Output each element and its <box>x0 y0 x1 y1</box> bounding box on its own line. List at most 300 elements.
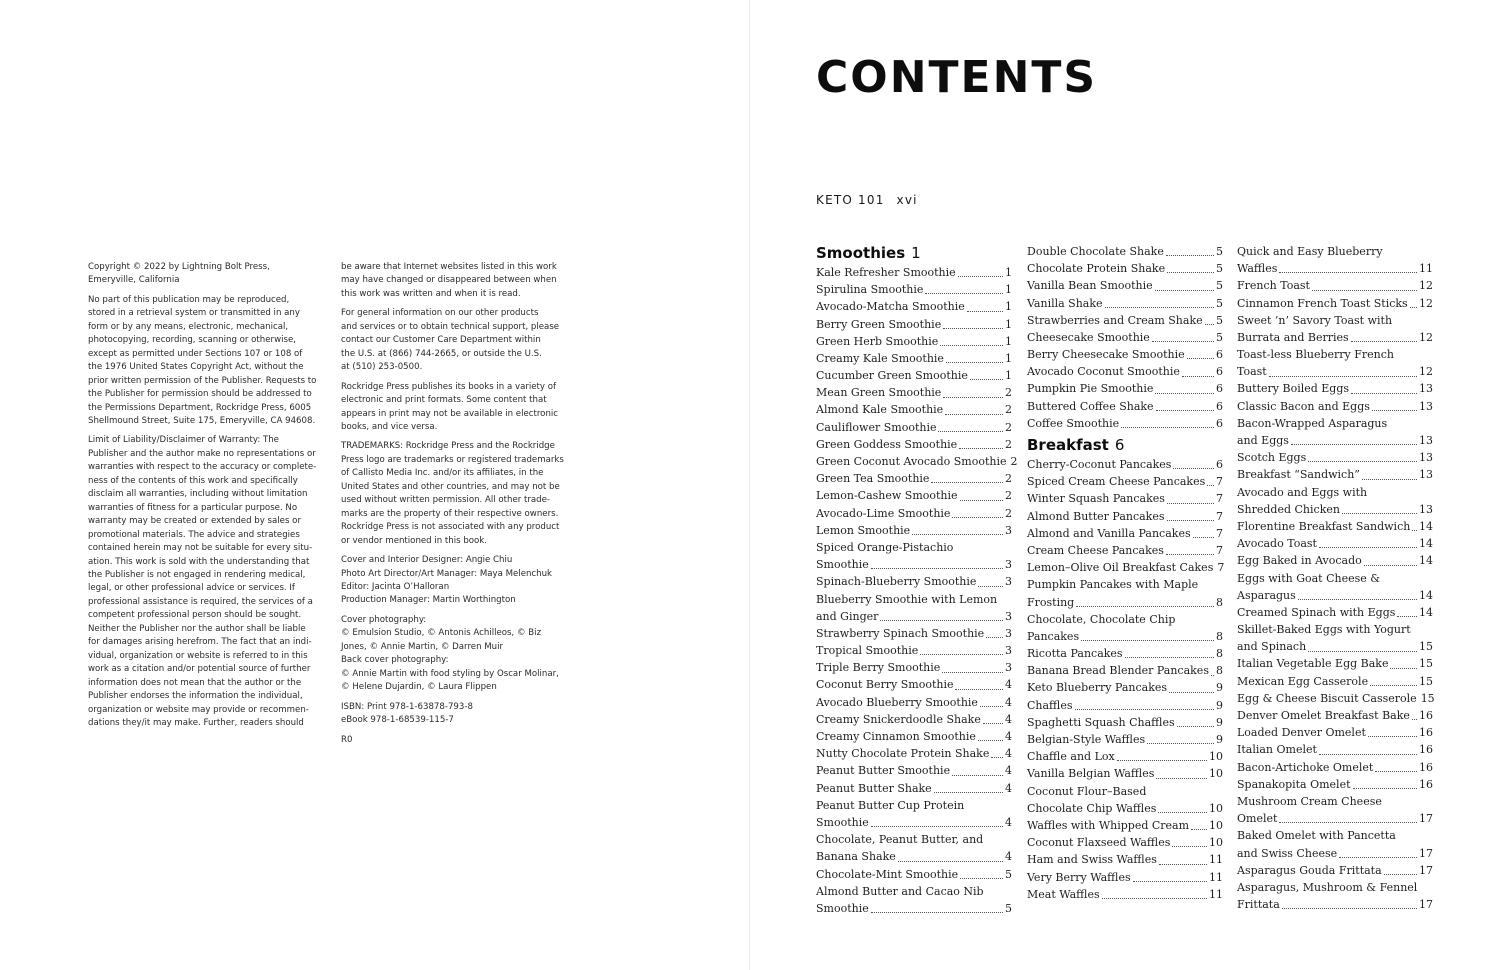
toc-entry-row <box>1027 508 1223 525</box>
toc-entry-label-line: Chocolate, Peanut Butter, and <box>816 833 984 847</box>
toc-entry-label: Winter Squash Pancakes <box>1027 492 1165 506</box>
toc-entry[interactable] <box>1027 508 1223 525</box>
toc-dot-leader <box>1156 778 1207 779</box>
toc-entry-row <box>816 642 1012 659</box>
toc-entry-row <box>1027 243 1223 260</box>
toc-entry-row <box>816 505 1012 522</box>
toc-entry[interactable] <box>1027 834 1223 851</box>
toc-entry-row <box>1237 862 1433 879</box>
toc-entry[interactable] <box>1027 456 1223 473</box>
toc-entry[interactable] <box>1027 611 1223 645</box>
toc-entry-page: 17 <box>1419 898 1433 912</box>
toc-entry-label: Buttered Coffee Shake <box>1027 399 1154 413</box>
toc-entry[interactable] <box>1237 690 1433 707</box>
toc-entry-row <box>816 436 1012 453</box>
toc-entry[interactable] <box>1237 879 1433 913</box>
toc-entry-row <box>1027 260 1223 277</box>
toc-entry-row <box>1237 741 1433 758</box>
toc-dot-leader <box>1167 520 1215 521</box>
toc-entry[interactable] <box>1027 260 1223 277</box>
toc-entry[interactable] <box>816 470 1012 487</box>
toc-entry-row <box>1027 473 1223 490</box>
toc-entry[interactable] <box>1027 714 1223 731</box>
toc-dot-leader <box>1291 444 1417 445</box>
toc-entry[interactable] <box>1237 398 1433 415</box>
toc-entry[interactable] <box>816 866 1012 883</box>
toc-entry-row <box>816 573 1012 590</box>
toc-entry[interactable] <box>1237 277 1433 294</box>
toc-dot-leader <box>1412 530 1417 531</box>
toc-entry[interactable] <box>1027 645 1223 662</box>
toc-dot-leader <box>1372 410 1417 411</box>
toc-entry-row <box>1027 680 1223 697</box>
copyright-paragraph: TRADEMARKS: Rockridge Press and the Rockridge Press logo are trademarks or registered trademarks of Callisto Media Inc. and/or its affiliates, in the United States and other countries, and may not be used without written permission. All other trade- marks are the property of their respective owners. Rockridge Press is not associated with any product or vendor mentioned in this book. <box>341 441 564 546</box>
toc-entry-row <box>1237 604 1433 621</box>
toc-entry[interactable] <box>816 367 1012 384</box>
toc-entry-row <box>816 384 1012 401</box>
toc-entry-label: and Swiss Cheese <box>1237 846 1338 860</box>
toc-entry-row <box>1237 673 1433 690</box>
toc-entry[interactable] <box>1237 776 1433 793</box>
toc-entry[interactable] <box>1027 295 1223 312</box>
toc-entry[interactable] <box>1237 312 1433 346</box>
toc-dot-leader <box>1105 307 1214 308</box>
toc-entry-page: 10 <box>1209 836 1223 850</box>
toc-dot-leader <box>946 362 1003 363</box>
toc-dot-leader <box>978 586 1003 587</box>
toc-entry-row <box>816 608 1012 625</box>
toc-entry[interactable] <box>816 573 1012 590</box>
toc-entry[interactable] <box>816 831 1012 865</box>
toc-dot-leader <box>943 328 1003 329</box>
toc-entry[interactable] <box>1027 886 1223 903</box>
toc-entry[interactable] <box>1237 466 1433 483</box>
toc-entry[interactable] <box>1027 398 1223 415</box>
toc-entry[interactable] <box>1027 576 1223 610</box>
toc-dot-leader <box>1081 640 1214 641</box>
toc-entry[interactable] <box>816 522 1012 539</box>
toc-entry-row <box>1237 398 1433 415</box>
copyright-paragraph: ISBN: Print 978-1-63878-793-8 eBook 978-1-68539-115-7 <box>341 701 473 726</box>
toc-dot-leader <box>1147 743 1214 744</box>
toc-entry-label: Waffles <box>1237 262 1278 276</box>
toc-entry-page: 16 <box>1419 777 1433 791</box>
toc-dot-leader <box>1205 324 1214 325</box>
toc-entry-label: Smoothie <box>816 558 869 572</box>
toc-entry-label: Chocolate-Mint Smoothie <box>816 867 959 881</box>
toc-entry[interactable] <box>1237 570 1433 604</box>
toc-dot-leader <box>1169 692 1214 693</box>
toc-dot-leader <box>958 276 1003 277</box>
toc-entry-label: Double Chocolate Shake <box>1027 244 1164 258</box>
toc-entry-page: 3 <box>1005 523 1012 537</box>
toc-entry-page: 4 <box>1005 764 1012 778</box>
toc-dot-leader <box>980 706 1003 707</box>
contents-title: CONTENTS <box>816 52 1098 103</box>
toc-entry-label-line: Peanut Butter Cup Protein <box>816 798 965 812</box>
toc-dot-leader <box>1187 358 1214 359</box>
toc-dot-leader <box>943 397 1003 398</box>
toc-entry-label-line: Chocolate, Chocolate Chip <box>1027 612 1176 626</box>
toc-entry-label: Cherry-Coconut Pancakes <box>1027 458 1172 472</box>
toc-dot-leader <box>925 293 1003 294</box>
toc-dot-leader <box>1308 461 1417 462</box>
toc-entry-label: Shredded Chicken <box>1237 502 1340 516</box>
toc-entry-page: 6 <box>1216 348 1223 362</box>
toc-entry-label: Loaded Denver Omelet <box>1237 726 1366 740</box>
toc-entry[interactable] <box>1027 783 1223 817</box>
copyright-paragraph: Copyright © 2022 by Lightning Bolt Press, Emeryville, California <box>88 262 270 286</box>
toc-entry[interactable] <box>1027 363 1223 380</box>
toc-entry[interactable] <box>1027 559 1223 576</box>
toc-entry-row <box>816 487 1012 504</box>
toc-entry[interactable] <box>1027 731 1223 748</box>
toc-entry-row <box>1027 851 1223 868</box>
toc-entry[interactable] <box>816 264 1012 281</box>
toc-entry-row <box>1237 277 1433 294</box>
toc-entry[interactable] <box>1237 741 1433 758</box>
toc-entry[interactable] <box>1237 724 1433 741</box>
toc-entry-page: 1 <box>1005 283 1012 297</box>
toc-dot-leader <box>1173 468 1214 469</box>
toc-dot-leader <box>1410 307 1417 308</box>
toc-dot-leader <box>1156 410 1214 411</box>
toc-entry-row <box>1237 896 1433 913</box>
toc-dot-leader <box>1172 846 1207 847</box>
toc-entry[interactable] <box>1237 604 1433 621</box>
toc-entry[interactable] <box>816 728 1012 745</box>
toc-entry-label: Ham and Swiss Waffles <box>1027 853 1157 867</box>
toc-entry[interactable] <box>1237 415 1433 449</box>
toc-entry-label: Tropical Smoothie <box>816 644 919 658</box>
toc-dot-leader <box>1339 857 1417 858</box>
toc-entry-row <box>816 333 1012 350</box>
toc-entry-page: 3 <box>1005 609 1012 623</box>
toc-entry-row <box>1027 415 1223 432</box>
toc-entry-page: 5 <box>1216 262 1223 276</box>
copyright-column-right <box>341 261 573 753</box>
toc-entry-label: Breakfast “Sandwich” <box>1237 468 1360 482</box>
toc-entry-page: 15 <box>1419 657 1433 671</box>
toc-entry[interactable] <box>816 625 1012 642</box>
toc-entry[interactable] <box>816 883 1012 917</box>
toc-entry-row <box>816 625 1012 642</box>
toc-entry-label-line: Almond Butter and Cacao Nib <box>816 884 984 898</box>
toc-entry[interactable] <box>1237 535 1433 552</box>
toc-entry-page: 2 <box>1005 472 1012 486</box>
toc-entry-row <box>1027 765 1223 782</box>
toc-entry[interactable] <box>1237 295 1433 312</box>
toc-entry-page: 3 <box>1005 558 1012 572</box>
toc-entry-label: Creamed Spinach with Eggs <box>1237 605 1396 619</box>
toc-entry[interactable] <box>816 591 1012 625</box>
toc-entry[interactable] <box>1237 759 1433 776</box>
toc-entry[interactable] <box>1237 621 1433 655</box>
toc-entry-page: 17 <box>1419 863 1433 877</box>
toc-entry-label: Denver Omelet Breakfast Bake <box>1237 709 1410 723</box>
toc-entry[interactable] <box>1027 346 1223 363</box>
toc-dot-leader <box>1412 719 1417 720</box>
toc-entry[interactable] <box>816 436 1012 453</box>
toc-entry-page: 13 <box>1419 451 1433 465</box>
toc-entry-label: Scotch Eggs <box>1237 451 1307 465</box>
toc-entry-label: Smoothie <box>816 815 869 829</box>
toc-entry[interactable] <box>816 780 1012 797</box>
toc-entry-page: 16 <box>1419 709 1433 723</box>
toc-entry-row <box>1237 466 1433 483</box>
toc-section-label: Breakfast <box>1027 436 1109 455</box>
toc-entry-row <box>1237 638 1433 655</box>
toc-dot-leader <box>1076 606 1214 607</box>
toc-dot-leader <box>991 757 1003 758</box>
toc-entry[interactable] <box>816 505 1012 522</box>
toc-intro-entry[interactable] <box>816 193 918 207</box>
toc-entry[interactable] <box>816 316 1012 333</box>
toc-entry-label: Almond Kale Smoothie <box>816 403 944 417</box>
toc-entry-page: 12 <box>1419 330 1433 344</box>
toc-entry-page: 17 <box>1419 846 1433 860</box>
toc-entry-label: Avocado Coconut Smoothie <box>1027 365 1180 379</box>
toc-entry[interactable] <box>1027 662 1223 679</box>
toc-entry[interactable] <box>1237 827 1433 861</box>
toc-entry-row <box>816 316 1012 333</box>
toc-entry[interactable] <box>1237 673 1433 690</box>
toc-entry[interactable] <box>816 711 1012 728</box>
toc-entry[interactable] <box>816 333 1012 350</box>
toc-entry[interactable] <box>1027 851 1223 868</box>
toc-entry-label: Chocolate Chip Waffles <box>1027 801 1157 815</box>
toc-entry[interactable] <box>1027 490 1223 507</box>
toc-entry-page: 1 <box>1005 369 1012 383</box>
toc-dot-leader <box>1155 290 1214 291</box>
toc-entry-page: 6 <box>1216 382 1223 396</box>
copyright-paragraph: R0 <box>341 734 353 745</box>
toc-dot-leader <box>1312 290 1417 291</box>
toc-entry[interactable] <box>816 281 1012 298</box>
toc-entry-row <box>1027 398 1223 415</box>
toc-entry-label: Spiced Cream Cheese Pancakes <box>1027 475 1206 489</box>
toc-entry[interactable] <box>816 659 1012 676</box>
toc-entry[interactable] <box>816 797 1012 831</box>
toc-dot-leader <box>1370 685 1417 686</box>
toc-entry-label: Smoothie <box>816 901 869 915</box>
toc-entry[interactable] <box>816 384 1012 401</box>
toc-entry[interactable] <box>1027 697 1223 714</box>
toc-entry[interactable] <box>816 419 1012 436</box>
toc-entry-page: 3 <box>1005 661 1012 675</box>
toc-dot-leader <box>1211 675 1214 676</box>
toc-entry-row <box>816 522 1012 539</box>
toc-entry-label: Vanilla Bean Smoothie <box>1027 279 1153 293</box>
toc-entry[interactable] <box>816 298 1012 315</box>
toc-entry[interactable] <box>1027 525 1223 542</box>
toc-entry[interactable] <box>1027 748 1223 765</box>
toc-dot-leader <box>1121 427 1214 428</box>
toc-entry-label: Vanilla Belgian Waffles <box>1027 767 1155 781</box>
toc-entry-page: 5 <box>1216 313 1223 327</box>
toc-entry[interactable] <box>816 745 1012 762</box>
toc-entry-page: 5 <box>1216 279 1223 293</box>
toc-entry[interactable] <box>1027 329 1223 346</box>
toc-entry-page: 4 <box>1005 781 1012 795</box>
toc-entry-label-line: Asparagus, Mushroom & Fennel <box>1237 880 1418 894</box>
toc-entry-page: 5 <box>1216 244 1223 258</box>
toc-entry-row <box>1237 724 1433 741</box>
copyright-paragraph: Cover photography: © Emulsion Studio, © Antonis Achilleos, © Biz Jones, © Annie Martin, © Darren Muir Back cover photography: © Annie Martin with food styling by Oscar Molinar, © Helene Dujardin, © Laura Flippen <box>341 614 559 693</box>
toc-entry-row <box>1237 295 1433 312</box>
toc-dot-leader <box>1191 829 1207 830</box>
toc-intro-page: xvi <box>896 193 918 207</box>
toc-entry[interactable] <box>816 350 1012 367</box>
toc-entry[interactable] <box>1027 542 1223 559</box>
toc-dot-leader <box>945 414 1003 415</box>
toc-entry-label: Avocado Blueberry Smoothie <box>816 695 978 709</box>
toc-entry-row <box>1237 381 1433 398</box>
toc-entry-label: Florentine Breakfast Sandwich <box>1237 519 1411 533</box>
toc-entry-row <box>1027 381 1223 398</box>
toc-entry-row <box>816 677 1012 694</box>
toc-entry-page: 13 <box>1419 399 1433 413</box>
copyright-column-left <box>88 261 320 736</box>
copyright-paragraph: Rockridge Press publishes its books in a variety of electronic and print formats. Some content that appears in print may not be available in electronic books, and vice versa. <box>341 381 559 432</box>
toc-entry[interactable] <box>1237 484 1433 518</box>
toc-entry-page: 1 <box>1005 265 1012 279</box>
toc-dot-leader <box>1167 272 1214 273</box>
toc-entry[interactable] <box>1027 817 1223 834</box>
toc-entry-row <box>816 900 1012 917</box>
toc-entry-label-line: Toast-less Blueberry French <box>1237 348 1394 362</box>
toc-entry-label: Cucumber Green Smoothie <box>816 369 968 383</box>
toc-entry[interactable] <box>1237 707 1433 724</box>
toc-entry[interactable] <box>1237 346 1433 380</box>
toc-section-page: 1 <box>911 244 921 262</box>
toc-entry-row <box>1027 748 1223 765</box>
toc-entry[interactable] <box>1237 449 1433 466</box>
toc-entry-page: 3 <box>1005 575 1012 589</box>
toc-column-2 <box>1027 243 1223 903</box>
toc-entry-label: Coconut Flaxseed Waffles <box>1027 836 1171 850</box>
toc-dot-leader <box>952 775 1003 776</box>
toc-entry[interactable] <box>1237 862 1433 879</box>
toc-entry-row <box>816 453 1018 470</box>
toc-entry-label: Lemon–Olive Oil Breakfast Cakes <box>1027 561 1214 575</box>
toc-entry-page: 14 <box>1419 537 1433 551</box>
toc-entry-row <box>816 780 1012 797</box>
toc-entry-label: Pancakes <box>1027 629 1080 643</box>
toc-dot-leader <box>983 723 1003 724</box>
toc-entry-page: 15 <box>1419 640 1433 654</box>
toc-entry-label: Spinach-Blueberry Smoothie <box>816 575 977 589</box>
toc-entry-label: Green Herb Smoothie <box>816 334 939 348</box>
toc-entry-label: Kale Refresher Smoothie <box>816 265 956 279</box>
toc-entry-label: Egg & Cheese Biscuit Casserole <box>1237 691 1417 705</box>
toc-entry[interactable] <box>816 694 1012 711</box>
toc-entry[interactable] <box>1237 518 1433 535</box>
toc-dot-leader <box>959 448 1003 449</box>
toc-dot-leader <box>898 861 1003 862</box>
toc-entry-label: Italian Omelet <box>1237 743 1317 757</box>
toc-dot-leader <box>1390 668 1417 669</box>
toc-section-heading[interactable] <box>816 243 1012 264</box>
toc-entry-page: 2 <box>1005 489 1012 503</box>
toc-section-heading[interactable] <box>1027 435 1223 456</box>
toc-entry-label: Bacon-Artichoke Omelet <box>1237 760 1374 774</box>
toc-entry-label: Cream Cheese Pancakes <box>1027 543 1164 557</box>
toc-entry-page: 1 <box>1005 300 1012 314</box>
toc-entry[interactable] <box>816 453 1018 470</box>
toc-entry[interactable] <box>1027 243 1223 260</box>
toc-entry[interactable] <box>816 762 1012 779</box>
toc-entry-row <box>1237 501 1433 518</box>
toc-entry-page: 3 <box>1005 644 1012 658</box>
toc-entry-label: Avocado-Lime Smoothie <box>816 506 951 520</box>
toc-entry-page: 13 <box>1419 502 1433 516</box>
toc-dot-leader <box>1167 503 1214 504</box>
toc-entry[interactable] <box>816 642 1012 659</box>
toc-entry[interactable] <box>816 402 1012 419</box>
toc-entry[interactable] <box>1027 869 1223 886</box>
toc-entry-label: Creamy Kale Smoothie <box>816 351 944 365</box>
toc-entry[interactable] <box>816 487 1012 504</box>
toc-entry-row <box>1237 518 1433 535</box>
toc-entry-row <box>1027 834 1223 851</box>
toc-entry[interactable] <box>1237 243 1433 277</box>
copyright-paragraph: No part of this publication may be reproduced, stored in a retrieval system or transmitted in any form or by any means, electronic, mechanical, photocopying, recording, scanning or otherwise, except as permitted under Sections 107 or 108 of the 1976 United States Copyright Act, without the prior written permission of the Publisher. Requests to the Publisher for permission should be addressed to the Permissions Department, Rockridge Press, 6005 Shellmound Street, Suite 175, Emeryville, CA 94608. <box>88 294 317 426</box>
toc-entry[interactable] <box>1027 473 1223 490</box>
toc-entry-label: Waffles with Whipped Cream <box>1027 818 1190 832</box>
toc-entry[interactable] <box>1237 552 1433 569</box>
toc-entry-row <box>816 745 1012 762</box>
toc-dot-leader <box>1193 537 1214 538</box>
toc-entry-page: 9 <box>1216 733 1223 747</box>
toc-dot-leader <box>1368 736 1417 737</box>
toc-entry-label: Keto Blueberry Pancakes <box>1027 681 1168 695</box>
toc-entry[interactable] <box>1027 680 1223 697</box>
toc-entry[interactable] <box>1237 381 1433 398</box>
toc-dot-leader <box>1269 376 1417 377</box>
toc-entry-label: Toast <box>1237 365 1267 379</box>
toc-entry-label: Vanilla Shake <box>1027 296 1103 310</box>
toc-entry-label: Chaffles <box>1027 698 1073 712</box>
toc-entry-label: Pumpkin Pie Smoothie <box>1027 382 1154 396</box>
toc-entry-label: Burrata and Berries <box>1237 330 1349 344</box>
toc-entry[interactable] <box>1027 277 1223 294</box>
toc-entry-label: Almond and Vanilla Pancakes <box>1027 526 1191 540</box>
toc-entry-page: 4 <box>1005 730 1012 744</box>
toc-entry[interactable] <box>1027 381 1223 398</box>
toc-entry-label-line: Quick and Easy Blueberry <box>1237 245 1383 258</box>
toc-entry[interactable] <box>816 539 1012 573</box>
toc-entry-label: Frittata <box>1237 898 1280 912</box>
toc-entry[interactable] <box>1027 765 1223 782</box>
toc-entry-page: 12 <box>1419 296 1433 310</box>
toc-entry-label: Coconut Berry Smoothie <box>816 678 954 692</box>
toc-entry[interactable] <box>1237 656 1433 673</box>
toc-entry-page: 9 <box>1216 681 1223 695</box>
toc-dot-leader <box>1351 341 1417 342</box>
toc-entry[interactable] <box>816 677 1012 694</box>
toc-entry-label: Italian Vegetable Egg Bake <box>1237 657 1389 671</box>
toc-entry[interactable] <box>1027 415 1223 432</box>
toc-entry-label: Asparagus Gouda Frittata <box>1237 863 1382 877</box>
toc-entry-row <box>816 659 1012 676</box>
toc-entry-row <box>1027 628 1223 645</box>
toc-entry[interactable] <box>1027 312 1223 329</box>
toc-entry-row <box>1027 594 1223 611</box>
toc-entry[interactable] <box>1237 793 1433 827</box>
toc-entry-row <box>816 419 1012 436</box>
toc-entry-row <box>1237 707 1433 724</box>
